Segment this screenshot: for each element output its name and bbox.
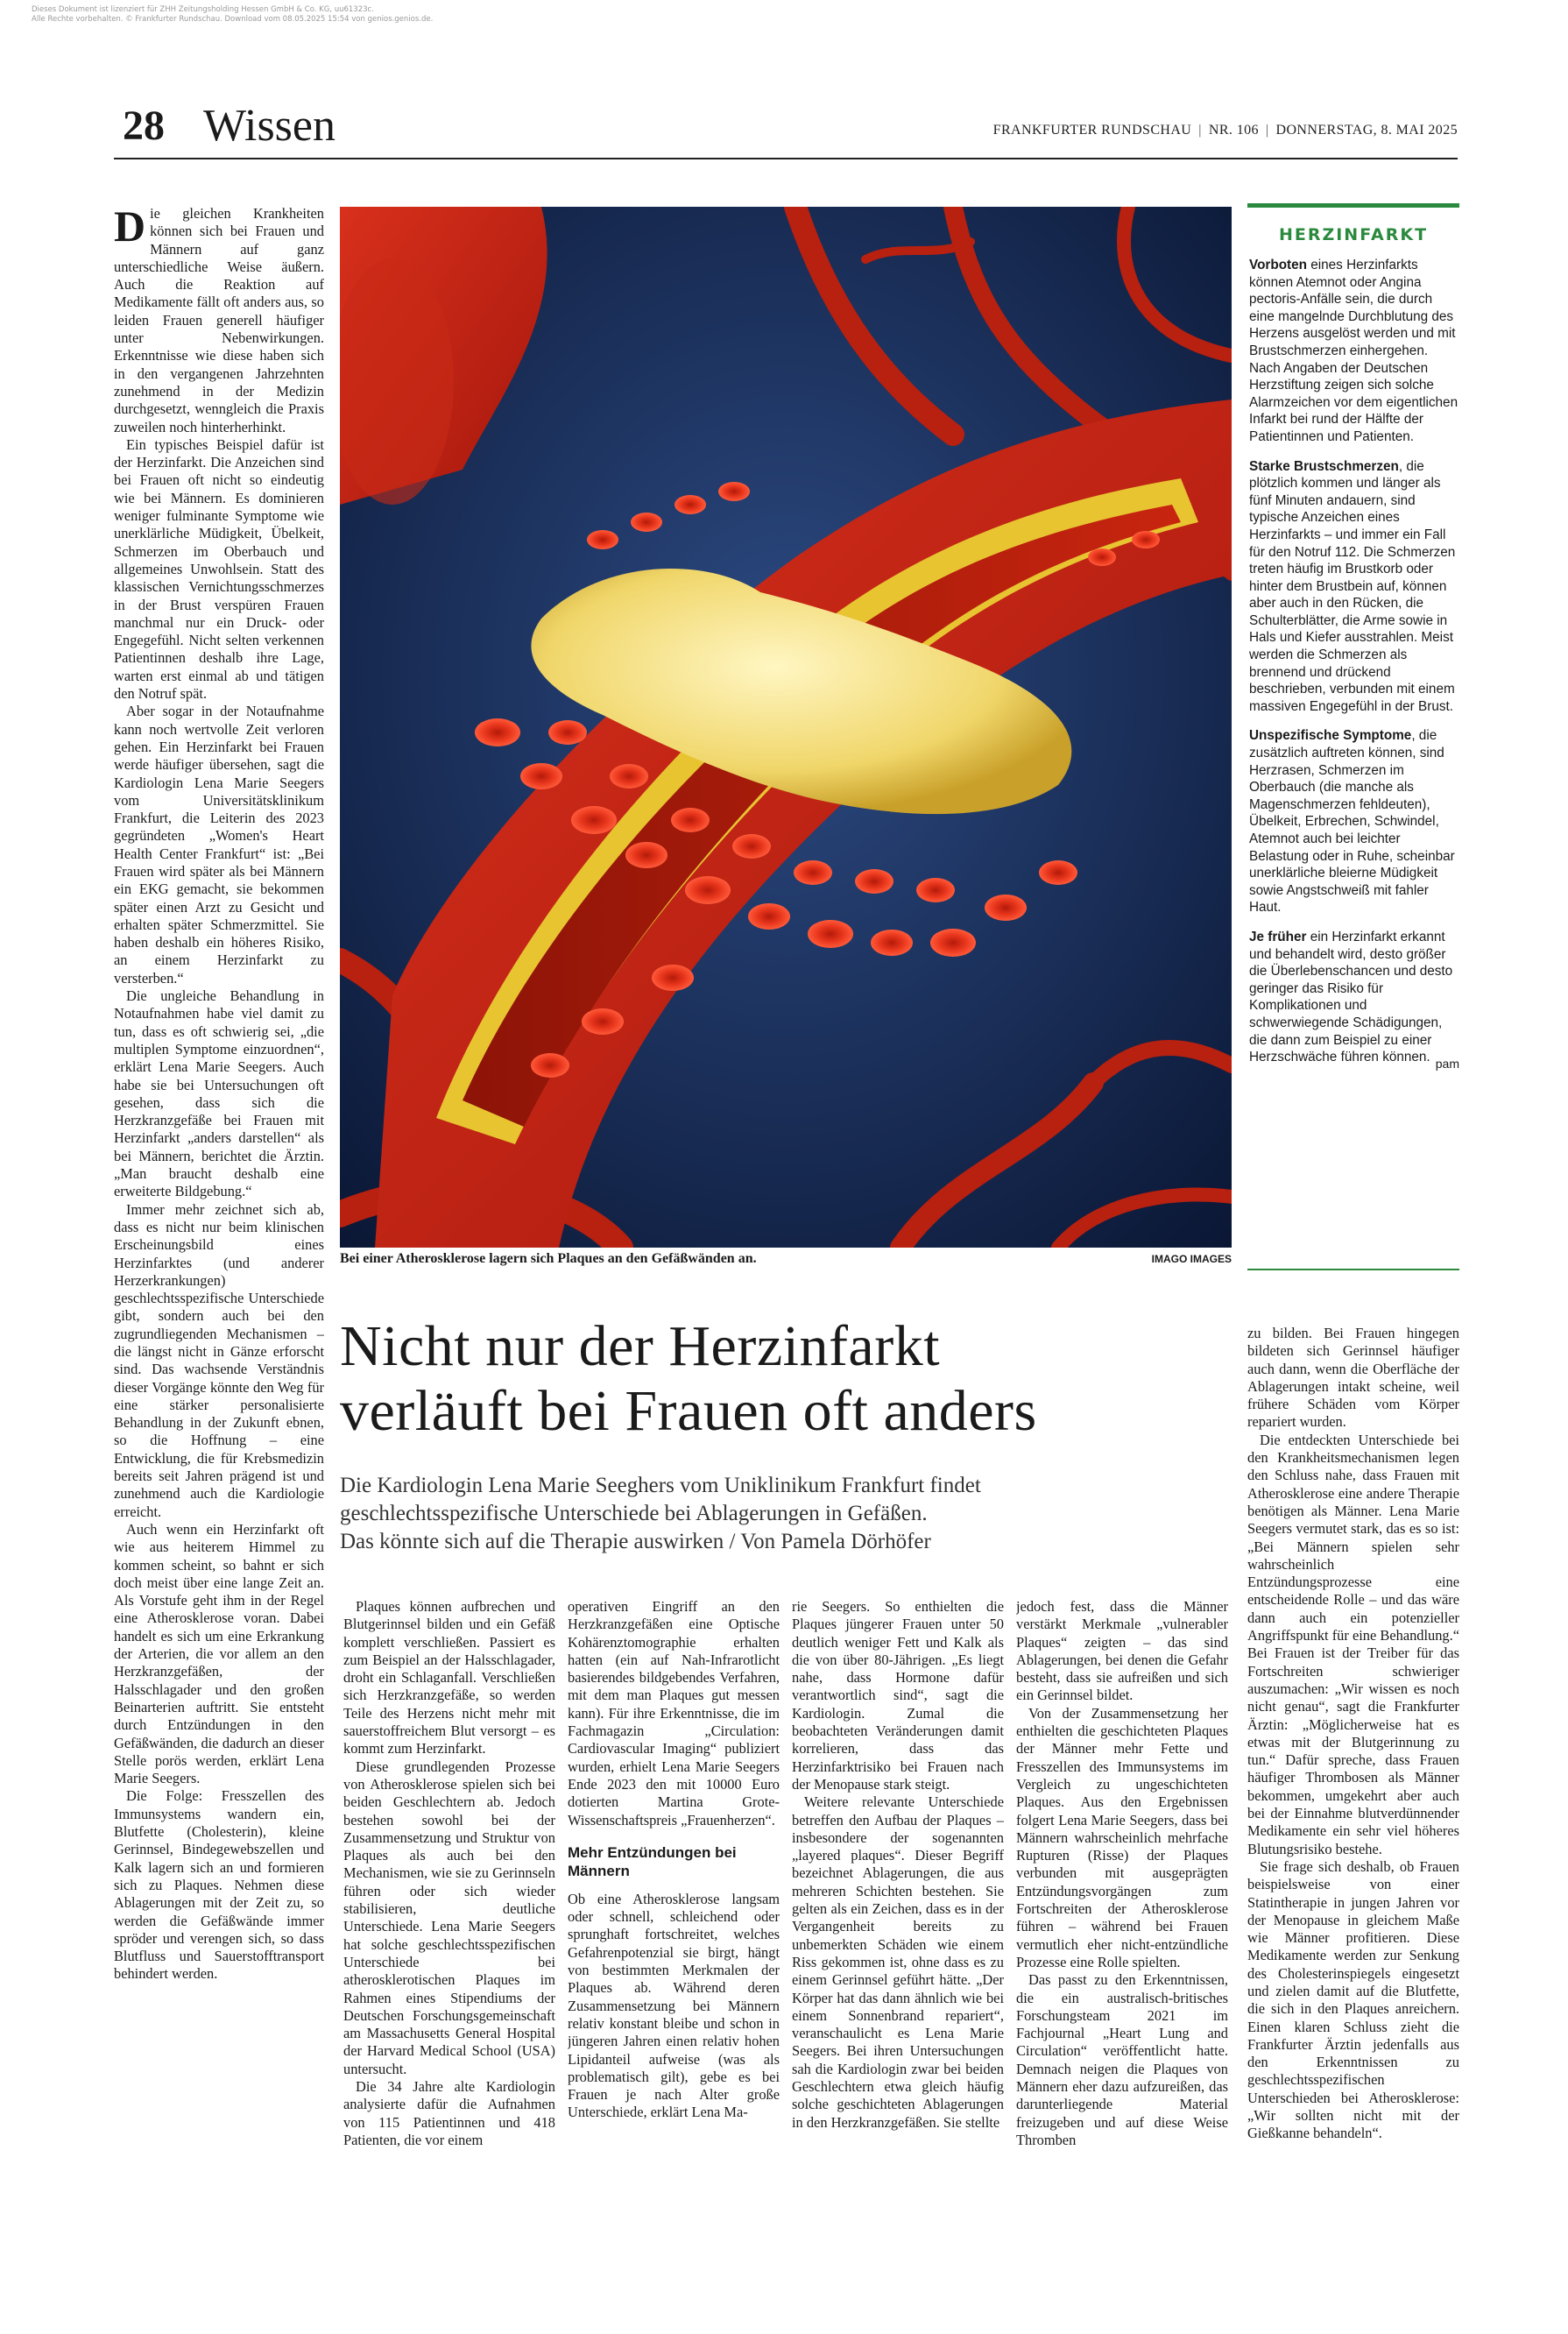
paragraph: Sie frage sich deshalb, ob Frauen beispielsweise von einer Statintherapie in jungen Jahren vor der Menopause in gleichem Maße wie Männer profitieren. Diese Medikamente werden zur Senkung des Cholesterinspiegels eingesetzt und zielen damit auf die Blutfette, die sich in den Plaques anreichern. Einen klaren Schluss zieht die Frankfurter Ärztin jedenfalls aus den Erkenntnissen zu geschlechtsspezifischen Unterschieden bei Atherosklerose: „Wir sollten nicht mit der Gießkanne behandeln“.	[1247, 1857, 1459, 2142]
paragraph: Die Folge: Fresszellen des Immunsystems wandern ein, Blutfette (Cholesterin), kleine Gerinnsel, Bindegewebszellen und Kalk lagern sich an und formieren sich zu Plaques. Nehmen diese Ablagerungen mit der Zeit zu, so werden die Gefäßwände immer spröder und verengen sich, so dass Blutfluss und Sauerstofftransport behindert werden.	[114, 1787, 324, 1983]
paragraph: rie Seegers. So enthielten die Plaques jüngerer Frauen unter 50 deutlich weniger Fett und Kalk als die von über 80-Jährigen. „Es liegt nahe, dass Hormone dafür verantwortlich sind“, sagt die Kardiologin. Zumal die beobachteten Veränderungen damit korrelieren, dass das Herzinfarktrisiko bei Frauen nach der Menopause stark steigt.	[792, 1598, 1004, 1793]
article-column-6	[1247, 1325, 1459, 2236]
masthead: FRANKFURTER RUNDSCHAU | NR. 106 | DONNERSTAG, 8. MAI 2025	[992, 123, 1458, 138]
paper-name: FRANKFURTER RUNDSCHAU	[992, 123, 1192, 138]
paragraph: Weitere relevante Unterschiede betreffen den Aufbau der Plaques – insbesondere der sogenannten „layered plaques“. Dieser Begriff bezeichnet Ablagerungen, die aus mehreren Schichten bestehen. Sie gelten als ein Zeichen, dass es in der Vergangenheit bereits zu unbemerkten Schäden wie einem Riss gekommen ist, ohne dass es zu einem Gerinnsel geführt hätte. „Der Körper hat das dann ähnlich wie bei einem Sonnenbrand repariert“, veranschaulicht es Lena Marie Seegers. Bei ihren Untersuchungen sah die Kardiologin zwar bei beiden Geschlechtern etwa gleich häufig solche geschichteten Ablagerungen in den Herzkranzgefäßen. Sie stellte	[792, 1793, 1004, 2131]
paragraph: Das passt zu den Erkenntnissen, die ein australisch-britisches Forschungsteam 2021 im Fachjournal „Heart Lung and Circulation“ veröffentlicht hatte. Demnach neigen die Plaques von Männern eher dazu aufzureißen, das darunterliegende Material freizugeben und auf diese Weise Thromben	[1016, 1971, 1228, 2148]
paragraph: Diese grundlegenden Prozesse von Atherosklerose spielen sich bei beiden Geschlechtern ab. Jedoch bestehen sowohl bei der Zusammensetzung und Struktur von Plaques als auch bei den Mechanismen, wie sie zu Gerinnseln führen oder sich wieder stabilisieren, deutliche Unterschiede. Lena Marie Seegers hat solche geschlechtsspezifischen Unterschiede bei atherosklerotischen Plaques im Rahmen eines Stipendiums der Deutschen Forschungsgemeinschaft am Massachusetts General Hospital der Harvard Medical School (USA) untersucht.	[343, 1758, 555, 2077]
paragraph: Die 34 Jahre alte Kardiologin analysierte dafür die Aufnahmen von 115 Patientinnen und 418 Patienten, die vor einem	[343, 2078, 555, 2148]
paragraph: Plaques können aufbrechen und Blutgerinnsel bilden und ein Gefäß komplett verschließen. Passiert es zum Beispiel an der Halsschlagader, droht ein Schlaganfall. Verschließen sich Herzkranzgefäße, so werden Teile des Herzens nicht mehr mit sauerstoffreichem Blut versorgt – es kommt zum Herzinfarkt.	[343, 1598, 555, 1758]
article-column-1	[114, 205, 324, 2238]
info-box-item: Vorboten eines Herzinfarkts können Atemnot oder Angina pectoris-Anfälle sein, die durch eine mangelnde Durchblutung des Herzens ausgelöst werden und mit Brustschmerzen einhergehen. Nach Angaben der Deutschen Herzstiftung zeigen sich solche Alarmzeichen vor dem eigentlichen Infarkt bei rund der Hälfte der Patientinnen und Patienten.	[1249, 258, 1459, 444]
issue-number: NR. 106	[1208, 123, 1259, 138]
article-headline	[340, 1314, 1216, 1444]
article-column-4	[792, 1598, 1004, 2229]
dropcap: D	[114, 205, 146, 251]
image-caption: Bei einer Atherosklerose lagern sich Plaques an den Gefäßwänden an.	[340, 1251, 757, 1266]
section-title: Wissen	[203, 101, 335, 151]
paragraph: Auch wenn ein Herzinfarkt oft wie aus heiterem Himmel zu kommen scheint, so bahnt er sich doch meist über eine lange Zeit an. Als Vorstufe geht ihm in der Regel eine Atherosklerose voran. Dabei handelt es sich um eine Erkrankung der Arterien, die vor allem an den Herzkranzgefäßen, der Halsschlagader und den großen Beinarterien auftritt. Sie entsteht durch Entzündungen in den Gefäßwänden, die dadurch an dieser Stelle porös werden, erklärt Lena Marie Seegers.	[114, 1520, 324, 1787]
license-notice	[32, 5, 820, 25]
intro-line-1: Die Kardiologin Lena Marie Seeghers vom Uniklinikum Frankfurt findet	[340, 1474, 981, 1497]
info-box-herzinfarkt	[1247, 203, 1459, 1270]
license-line-1: Dieses Dokument ist lizenziert für ZHH Zeitungsholding Hessen GmbH & Co. KG, uu61323c.	[32, 5, 374, 14]
image-credit: IMAGO IMAGES	[1151, 1253, 1232, 1265]
page-number: 28	[123, 103, 165, 149]
paragraph: Die entdeckten Unterschiede bei den Krankheitsmechanismen legen den Schluss nahe, dass Frauen mit Atherosklerose eine andere Therapie benötigen als Männer. Lena Marie Seegers vermutet stark, das es so ist: „Bei Männern spielen sehr wahrscheinlich Entzündungsprozesse eine entscheidende Rolle – und das wäre dann auch ein potenzieller Angriffspunkt für eine Behandlung.“ Bei Frauen ist der Treiber für das Fortschreiten schwieriger auszumachen: „Wir wissen es noch nicht genau“, sagt die Frankfurter Ärztin: „Möglicherweise hat es etwas mit der Blutgerinnung zu tun.“ Dafür spreche, dass Frauen häufiger Thrombosen als Männer bekommen, umgekehrt aber auch bei der Einnahme blutverdünnender Medikamente ein sehr viel höheres Blutungsrisiko bestehe.	[1247, 1431, 1459, 1857]
article-intro	[340, 1472, 1128, 1556]
info-box-label: HERZINFARKT	[1278, 225, 1429, 244]
paragraph: Aber sogar in der Notaufnahme kann noch wertvolle Zeit verloren gehen. Ein Herzinfarkt bei Frauen werde häufiger übersehen, sagt die Kardiologin Lena Marie Seegers vom Universitätsklinikum Frankfurt, die Leiterin des 2023 gegründeten „Women's Heart Health Center Frankfurt“ ist: „Bei Frauen wird später als bei Männern ein EKG gemacht, sie bekommen später einen Arzt zu Gesicht und erhalten später Schmerzmittel. Sie haben deshalb ein höheres Risiko, an einem Herzinfarkt zu versterben.“	[114, 703, 324, 987]
headline-line-1: Nicht nur der Herzinfarkt	[340, 1314, 941, 1378]
atherosclerosis-illustration	[340, 207, 1232, 1248]
license-line-2: Alle Rechte vorbehalten. © Frankfurter Rundschau. Download vom 08.05.2025 15:54 von genios.genios.de.	[32, 15, 434, 24]
paragraph: Die ungleiche Behandlung in Notaufnahmen habe viel damit zu tun, dass es oft schwierig sei, „die multiplen Symptome einzuordnen“, erklärt Lena Marie Seegers. Auch habe sie bei Untersuchungen oft gesehen, dass sich die Herzkranzgefäße bei Frauen mit Herzinfarkt „anders darstellen“ als bei Männern, berichtet die Ärztin. „Man braucht deshalb eine erweiterte Bildgebung.“	[114, 987, 324, 1200]
paragraph: jedoch fest, dass die Männer verstärkt Merkmale „vulnerabler Plaques“ zeigten – das sind Ablagerungen, bei denen die Gefahr besteht, dass sie aufreißen und sich ein Gerinnsel bildet.	[1016, 1598, 1228, 1704]
headline-line-2: verläuft bei Frauen oft anders	[340, 1379, 1037, 1443]
info-box-author: pam	[1435, 1056, 1459, 1071]
paragraph: Ob eine Atherosklerose langsam oder schnell, schleichend oder sprunghaft fortschreitet, welches Gefahrenpotenzial sie birgt, hängt von bestimmten Merkmalen der Plaques ab. Während deren Zusammensetzung bei Männern relativ konstant bleibe und schon in jüngeren Jahren einen relativ hohen Lipidanteil aufweise (was als problematisch gilt), gebe es bei Frauen je nach Alter große Unterschiede, erklärt Lena Ma-	[568, 1890, 780, 2121]
header-rule	[114, 158, 1458, 159]
subheading: Mehr Entzündungen bei Männern	[568, 1843, 737, 1879]
intro-line-2: geschlechtsspezifische Unterschiede bei Ablagerungen in Gefäßen.	[340, 1502, 928, 1525]
paragraph: operativen Eingriff an den Herzkranzgefäßen eine Optische Kohärenztomographie erhalten hatten (ein auf Nah-Infrarotlicht basierendes bildgebendes Verfahren, mit dem man Plaques gut messen kann). Für ihre Erkenntnisse, die im Fachmagazin „Circulation: Cardiovascular Imaging“ publiziert wurden, erhielt Lena Marie Seegers Ende 2023 den mit 10000 Euro dotierten Martina Grote-Wissenschaftspreis „Frauenherzen“.	[568, 1598, 780, 1828]
artery-plaque-image	[340, 207, 1232, 1248]
info-box-item: Je früher ein Herzinfarkt erkannt und behandelt wird, desto größer die Überlebenschancen und desto geringer das Risiko für Komplikationen und schwerwiegende Schädigungen, die dann zum Beispiel zu einer Herzschwäche führen können.	[1249, 929, 1453, 1065]
article-column-5	[1016, 1598, 1228, 2229]
info-box-item: Unspezifische Symptome, die zusätzlich auftreten können, sind Herzrasen, Schmerzen im Oberbauch (die manche als Magenschmerzen fehldeuten), Übelkeit, Erbrechen, Schwindel, Atemnot auch bei leichter Belastung oder in Ruhe, scheinbar unerklärliche bleierne Müdigkeit sowie Angstschweiß mit fahler Haut.	[1249, 728, 1455, 916]
info-box-item: Starke Brustschmerzen, die plötzlich kommen und länger als fünf Minuten andauern, sind typische Anzeichen eines Herzinfarkts – und immer ein Fall für den Notruf 112. Die Schmerzen treten häufig im Brustkorb oder hinter dem Brustbein auf, können aber auch in den Rücken, die Schulterblätter, die Arme sowie in Hals und Kiefer ausstrahlen. Meist werden die Schmerzen als brennend und drückend beschrieben, verbunden mit einem massiven Engegefühl in der Brust.	[1249, 458, 1456, 714]
paragraph: Immer mehr zeichnet sich ab, dass es nicht nur beim klinischen Erscheinungsbild eines Herzinfarktes (und anderer Herzerkrankungen) geschlechtsspezifische Unterschiede gibt, sondern auch bei den zugrundliegenden Mechanismen – die längst nicht in Gänze erforscht sind. Das wachsende Verständnis dieser Vorgänge könnte den Weg für eine stärker personalisierte Behandlung in der Zukunft ebnen, so die Hoffnung – eine Entwicklung, die für Krebsmedizin bereits seit Jahren prägend ist und zunehmend auch die Kardiologie erreicht.	[114, 1200, 324, 1520]
paragraph: Die gleichen Krankheiten können sich bei Frauen und Männern auf ganz unterschiedliche Weise äußern. Auch die Reaktion auf Medikamente fällt oft anders aus, so leiden Frauen generell häufiger unter Nebenwirkungen. Erkenntnisse wie diese haben sich in den vergangenen Jahrzehnten zunehmend in der Medizin durchgesetzt, wenngleich die Praxis zuweilen noch hinterherhinkt.	[114, 205, 324, 435]
paragraph: zu bilden. Bei Frauen hingegen bildeten sich Gerinnsel häufiger auch dann, wenn die Oberfläche der Ablagerungen intakt scheine, weil frühere Schäden vom Körper repariert wurden.	[1247, 1325, 1459, 1431]
issue-date: DONNERSTAG, 8. MAI 2025	[1275, 123, 1458, 138]
paragraph: Ein typisches Beispiel dafür ist der Herzinfarkt. Die Anzeichen sind bei Frauen oft nicht so eindeutig wie bei Männern. Es dominieren weniger fulminante Symptome wie unerklärliche Müdigkeit, Übelkeit, Schmerzen im Oberbauch und allgemeines Unwohlsein. Statt des klassischen Vernichtungsschmerzes in der Brust verspüren Frauen manchmal nur ein Druck- oder Engegefühl. Nicht selten verkennen Patientinnen deshalb ihre Lage, warten erst einmal ab und tätigen den Notruf spät.	[114, 435, 324, 703]
article-column-3	[568, 1598, 780, 2229]
intro-line-3: Das könnte sich auf die Therapie auswirken / Von Pamela Dörhöfer	[340, 1530, 931, 1553]
article-column-2	[343, 1598, 555, 2229]
paragraph: Von der Zusammensetzung her enthielten die geschichteten Plaques der Männer mehr Fette und Fresszellen des Immunsystems im Vergleich zu ungeschichteten Plaques. Aus den Ergebnissen folgert Lena Marie Seegers, dass bei Männern wahrscheinlich mehrfache Rupturen (Risse) der Plaques verbunden mit ausgeprägten Entzündungsvorgängen zum Fortschreiten der Atherosklerose führen – während bei Frauen vermutlich eher nicht-entzündliche Prozesse eine Rolle spielten.	[1016, 1704, 1228, 1970]
